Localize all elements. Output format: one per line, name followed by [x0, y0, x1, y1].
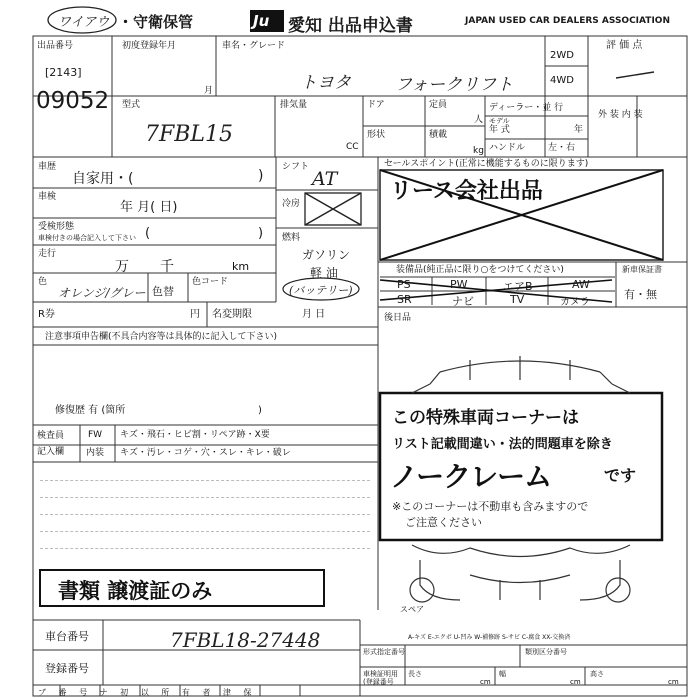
month-unit: 月: [204, 86, 214, 96]
height-unit: cm: [668, 678, 679, 686]
notes-label: 注意事項申告欄(不具合内容等は具体的に記入して下さい): [45, 332, 278, 342]
inspection-type-close: ): [258, 226, 264, 241]
later-items-label: 後日品: [384, 313, 412, 323]
ju-logo: Ju: [253, 12, 270, 30]
form-title: 愛知 出品申込書: [288, 16, 413, 36]
interior-label: 内装: [86, 448, 105, 458]
mileage-unit: km: [232, 260, 250, 273]
special-corner-line5: ご注意ください: [405, 516, 482, 529]
steering-options: 左・右: [548, 143, 576, 153]
mileage-man: 万: [115, 259, 129, 275]
special-corner-suffix: です: [604, 466, 637, 485]
color-change-label: 色替: [152, 285, 174, 298]
equipment-label: 装備品(純正品に限り○をつけてください): [396, 265, 564, 275]
color-label: 色: [38, 277, 48, 287]
handwritten-tag: ワイアウ: [58, 15, 110, 30]
storage-note: ・守衛保管: [118, 13, 194, 31]
designation-label: 形式指定番号: [363, 648, 405, 656]
name-grade-label: 車名・グレード: [222, 41, 286, 51]
cert-label: 車検証明用: [363, 670, 398, 678]
inspection-type-label: 受検形態: [38, 222, 75, 232]
fuel-gasoline: ガソリン: [302, 248, 351, 262]
warranty-label: 新車保証書: [622, 265, 662, 274]
name-change-date: 月 日: [302, 309, 326, 320]
special-corner-line1: この特殊車両コーナーは: [392, 408, 579, 428]
door-label: ドア: [367, 100, 385, 110]
history-value: 自家用・(: [72, 171, 134, 187]
equip-aw: AW: [572, 278, 590, 291]
sales-point-text: リース会社出品: [390, 179, 543, 204]
equip-navi: ナビ: [452, 295, 474, 308]
model-code-label: 型式: [122, 100, 141, 110]
color-value: オレンジ/グレー: [58, 286, 146, 300]
equip-tv: TV: [510, 293, 525, 306]
special-corner-line2: リスト記載間違い・法的問題車を除き: [392, 437, 613, 452]
listing-number: 09052: [36, 88, 110, 114]
chassis-number: 7FBL18-27448: [170, 628, 321, 652]
interior-text: キズ・汚レ・コゲ・穴・スレ・キレ・破レ: [120, 448, 291, 458]
model-code: 7FBL15: [145, 122, 234, 147]
entry-label: 記入欄: [37, 447, 65, 457]
equip-airbag: エアB: [503, 280, 533, 293]
inspection-type-open: (: [145, 226, 151, 241]
fuel-light-oil: 軽 油: [310, 266, 338, 280]
documents-note: 書類 譲渡証のみ: [58, 579, 213, 603]
category-label: 類別区分番号: [525, 648, 567, 656]
equip-camera: カメラ: [560, 297, 590, 308]
fuel-battery: (バッテリー): [289, 284, 353, 297]
fw-text: キズ・飛石・ヒビ割・リペア跡・X要: [120, 430, 270, 440]
capacity-label: 定員: [429, 100, 448, 110]
bottom-row-partial: ブ 番 号 ナ 初 以 所 有 者 津 保: [38, 688, 252, 697]
mileage-label: 走行: [38, 249, 57, 259]
listing-number-label: 出品番号: [37, 41, 74, 51]
shift-value: AT: [312, 168, 338, 190]
sales-point-label: セールスポイント(正常に機能するものに限ります): [384, 159, 589, 169]
inspection-label: 車検: [38, 192, 57, 202]
model-small-label: モデル: [489, 117, 510, 125]
year-unit: 年: [574, 125, 584, 135]
repair-history-close: ): [258, 405, 262, 416]
chassis-label: 車台番号: [45, 630, 89, 643]
mileage-sen: 千: [160, 259, 174, 275]
shape-label: 形状: [367, 130, 386, 140]
special-corner-line4: ※このコーナーは不動車も含みますので: [392, 500, 589, 513]
load-label: 積載: [429, 130, 448, 140]
association-name: JAPAN USED CAR DEALERS ASSOCIATION: [465, 16, 670, 26]
name-change-label: 名変期限: [212, 309, 252, 320]
color-code-label: 色コード: [192, 277, 229, 287]
dealer-label: ディーラー・並 行: [489, 103, 564, 113]
steering-label: ハンドル: [489, 143, 526, 153]
width-unit: cm: [570, 678, 581, 686]
special-corner-noclaim: ノークレーム: [390, 460, 552, 493]
length-unit: cm: [480, 678, 491, 686]
rating-value: [620, 62, 634, 78]
model-name: フォークリフト: [395, 75, 514, 95]
notes-guide-line: [40, 514, 370, 515]
history-label: 車歴: [38, 162, 57, 172]
warranty-options: 有・無: [624, 288, 657, 301]
capacity-unit: 人: [474, 115, 484, 125]
width-label: 幅: [499, 670, 506, 678]
r-ticket-label: R券: [38, 309, 55, 320]
repair-history: 修復歴 有 (箇所: [55, 405, 126, 416]
inspection-type-note: 車検付きの場合記入して下さい: [38, 234, 136, 242]
inspector-label: 検査員: [37, 431, 65, 441]
displacement-unit: CC: [346, 142, 359, 152]
equip-pw: PW: [450, 278, 468, 291]
rating-label: 評 価 点: [606, 40, 643, 51]
exterior-interior-label: 外 装 内 装: [598, 110, 643, 120]
maker-name: トヨタ: [300, 73, 351, 93]
bracket-code: [2143]: [45, 66, 82, 79]
yen-unit: 円: [190, 309, 200, 320]
fw-label: FW: [88, 430, 103, 440]
equip-ps: PS: [397, 278, 411, 291]
registration-label: 登録番号: [45, 662, 89, 675]
inspection-date: 年 月( 日): [120, 200, 178, 215]
first-registration-label: 初度登録年月: [122, 41, 177, 51]
notes-guide-line: [40, 480, 370, 481]
shift-label: シフト: [282, 162, 310, 172]
displacement-label: 排気量: [280, 100, 308, 110]
drive-2wd: 2WD: [550, 50, 574, 61]
drive-4wd: 4WD: [550, 75, 574, 86]
fuel-label: 燃料: [282, 233, 301, 243]
model-year-label: 年 式: [489, 125, 510, 135]
equip-sr: SR: [397, 293, 412, 306]
cert-sub-label: (登録番号: [363, 678, 394, 686]
ac-label: 冷房: [282, 199, 301, 209]
notes-guide-line: [40, 531, 370, 532]
length-label: 長さ: [408, 670, 422, 678]
spare-label: スペア: [400, 605, 424, 614]
history-close: ): [258, 168, 264, 184]
notes-guide-line: [40, 548, 370, 549]
damage-legend: A-キズ E-エクボ U-凹み W-補修跡 S-サビ C-腐食 XX-交換済: [408, 634, 571, 641]
height-label: 高さ: [590, 670, 604, 678]
load-unit: kg: [473, 146, 484, 156]
notes-guide-line: [40, 497, 370, 498]
